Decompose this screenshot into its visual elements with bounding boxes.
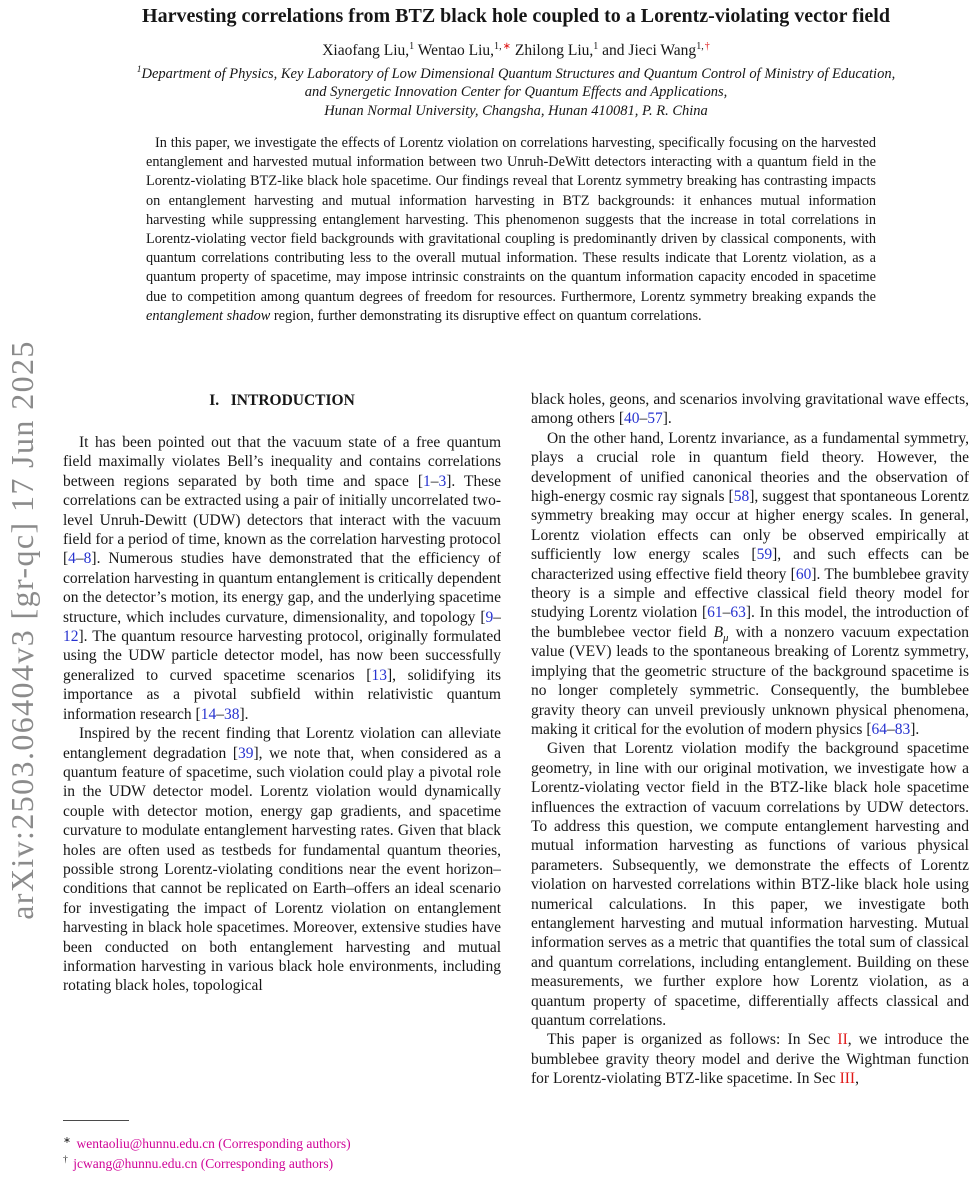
intro-paragraph-2 bbox=[63, 724, 501, 996]
citation-link[interactable]: 61 bbox=[707, 604, 723, 622]
section-heading-introduction: I. INTRODUCTION bbox=[209, 392, 355, 409]
text-run: – bbox=[216, 705, 224, 723]
text-run: ]. bbox=[662, 410, 672, 428]
footnote-block bbox=[63, 1120, 501, 1173]
affiliation-line-3: Hunan Normal University, Changsha, Hunan 410081, P. R. China bbox=[324, 102, 708, 119]
text-run: ], suggest that spontaneous Lorentz symmetry breaking may occur at higher energy scales. In general, Lorentz violation effects can only be observed empirically at sufficiently low energy scales [ bbox=[531, 488, 969, 564]
left-column bbox=[63, 390, 501, 1112]
text-run: ], and such effects can be characterized using effective field theory [ bbox=[531, 546, 969, 583]
citation-link[interactable]: 8 bbox=[83, 550, 92, 568]
footnote-rule bbox=[63, 1120, 129, 1121]
citation-link[interactable]: 60 bbox=[795, 565, 812, 583]
abstract-paragraph bbox=[146, 134, 876, 326]
footnote-marker: ∗ bbox=[63, 1134, 72, 1146]
citation-link[interactable]: 1 bbox=[423, 472, 431, 490]
math-symbol: B bbox=[713, 623, 724, 641]
intro-paragraph-2-continued bbox=[531, 390, 969, 429]
footnote-corresponding-author-1 bbox=[63, 1134, 501, 1154]
text-run: ]. In this model, the introduction of the bumblebee vector field bbox=[531, 604, 969, 641]
right-column bbox=[531, 390, 969, 1200]
text-run: This paper is organized as follows: In Sec bbox=[547, 1031, 838, 1049]
math-subscript: μ bbox=[723, 631, 729, 644]
superscript-mark: 1 bbox=[136, 65, 142, 76]
affiliation-block bbox=[63, 65, 969, 120]
section-ref-link[interactable]: III bbox=[839, 1070, 856, 1088]
citation-link[interactable]: 83 bbox=[894, 720, 911, 738]
citation-link[interactable]: 38 bbox=[223, 705, 240, 723]
text-run: Zhilong Liu, bbox=[511, 42, 594, 59]
affiliation-line-1 bbox=[63, 65, 969, 83]
citation-link[interactable]: 39 bbox=[238, 744, 254, 762]
text-run: ], we note that, when considered as a quantum feature of spacetime, such violation could play a pivotal role in the UDW detector model. Lorentz violation would dynamically couple with detector motion, energy gap gradients, and spacetime curvature to modulate entanglement harvesting rates. Given that black holes are often used as testbeds for fundamental quantum theories, possible strong Lorentz-violating conditions near the event horizon–conditions that cannot be replicated on Earth–offers an ideal scenario for investigating the impact of Lorentz violation on entanglement harvesting in black hole spacetimes. Moreover, extensive studies have been conducted on both entanglement harvesting and mutual information harvesting in various black hole environments, including rotating black holes, topological bbox=[63, 744, 501, 995]
citation-link[interactable]: 3 bbox=[438, 472, 447, 490]
text-run: – bbox=[722, 604, 731, 622]
text-run: Xiaofang Liu, bbox=[322, 42, 410, 59]
text-run: ], solidifying its importance as a pivotal subfield within relativistic quantum information research [ bbox=[63, 666, 501, 723]
text-run: black holes, geons, and scenarios involving gravitational wave effects, among others [ bbox=[531, 391, 969, 428]
superscript-mark: 1, bbox=[696, 40, 704, 52]
text-run: and Jieci Wang bbox=[598, 42, 697, 59]
text-run: Given that Lorentz violation modify the background spacetime geometry, in line with our original motivation, we investigate how a Lorentz-violating vector field in the BTZ-like black hole spacetime influences the extraction of vacuum correlations by UDW detectors. To address this question, we compute entanglement harvesting and mutual information harvesting as functions of various physical parameters. Subsequently, we demonstrate the effects of Lorentz violation on harvested correlations within BTZ-like black hole using numerical calculations. In this paper, we investigate both entanglement harvesting and mutual information harvesting. Mutual information serves as a metric that quantifies the total sum of classical and quantum correlations, including entanglement. Building on these measurements, we further explore how Lorentz violation, as a quantum property of spacetime, differentially affects classical and quantum correlations. bbox=[531, 740, 969, 1029]
text-run: It has been pointed out that the vacuum state of a free quantum field maximally violates Bell’s inequality and contains correlations between regions separated by both time and space [ bbox=[63, 434, 501, 490]
text-run: – bbox=[639, 410, 648, 428]
citation-link[interactable]: 14 bbox=[200, 705, 217, 723]
footnote-corresponding-author-2 bbox=[63, 1154, 501, 1174]
intro-paragraph-4 bbox=[531, 739, 969, 1030]
affiliation-line-2: and Synergetic Innovation Center for Quantum Effects and Applications, bbox=[304, 84, 728, 101]
text-run: ]. The bumblebee gravity theory is a simple and effective classical field theory model for studying Lorentz violation [ bbox=[531, 565, 969, 622]
email-link[interactable]: wentaoliu@hunnu.edu.cn (Corresponding authors) bbox=[73, 1136, 351, 1151]
section-ref-link[interactable]: II bbox=[837, 1031, 848, 1049]
citation-link[interactable]: 40 bbox=[623, 410, 640, 428]
citation-link[interactable]: 63 bbox=[730, 604, 746, 622]
text-run: Wentao Liu, bbox=[414, 42, 495, 59]
intro-paragraph-5 bbox=[531, 1030, 969, 1088]
text-run: – bbox=[887, 720, 895, 738]
text-run: ]. bbox=[239, 705, 249, 723]
text-run: On the other hand, Lorentz invariance, as a fundamental symmetry, plays a crucial role in quantum field theory. However, the development of unified canonical theories and the observation of high-energy cosmic ray signals [ bbox=[531, 429, 969, 506]
text-run: – bbox=[493, 608, 501, 626]
authors-line bbox=[63, 41, 969, 60]
text-run: – bbox=[75, 550, 84, 568]
author-note-marker: ∗ bbox=[502, 40, 512, 52]
text-run: – bbox=[430, 472, 439, 490]
citation-link[interactable]: 4 bbox=[68, 550, 76, 568]
footnote-marker: † bbox=[63, 1154, 68, 1165]
text-run: Department of Physics, Key Laboratory of Low Dimensional Quantum Structures and Quantum Control of Ministry of Education, bbox=[141, 66, 896, 82]
citation-link[interactable]: 64 bbox=[871, 720, 887, 738]
citation-link[interactable]: 59 bbox=[756, 546, 773, 564]
text-run: ]. The quantum resource harvesting protocol, originally formulated using the UDW particle detector model, has now been successfully generalized to curved spacetime scenarios [ bbox=[63, 628, 501, 684]
intro-paragraph-3 bbox=[531, 429, 969, 740]
text-run: , bbox=[855, 1070, 859, 1088]
citation-link[interactable]: 9 bbox=[485, 608, 494, 626]
text-run: with a nonzero vacuum expectation value (VEV) leads to the spontaneous breaking of Lorentz symmetry, implying that the geometric structure of the background spacetime is no longer completely symmetric. Consequently, the bumblebee gravity theory can unveil previously unknown physical phenomena, making it critical for the evolution of modern physics [ bbox=[531, 623, 969, 738]
citation-link[interactable]: 12 bbox=[63, 628, 79, 646]
text-run: Inspired by the recent finding that Lorentz violation can alleviate entanglement degradation [ bbox=[63, 725, 501, 762]
intro-paragraph-1 bbox=[63, 433, 501, 724]
text-run: , we introduce the bumblebee gravity theory model and derive the Wightman function for Lorentz-violating BTZ-like spacetime. In Sec bbox=[531, 1031, 969, 1088]
text-run: ]. Numerous studies have demonstrated that the efficiency of correlation harvesting in quantum entanglement is critically dependent on the detector’s motion, its energy gap, and the underlying spacetime structure, which includes curvature, dimensionality, and topology [ bbox=[63, 550, 501, 626]
citation-link[interactable]: 13 bbox=[371, 666, 387, 684]
superscript-mark: 1 bbox=[409, 40, 415, 52]
email-link[interactable]: jcwang@hunnu.edu.cn (Corresponding authors) bbox=[69, 1155, 334, 1171]
text-run: In this paper, we investigate the effects of Lorentz violation on correlations harvesting, specifically focusing on the harvested entanglement and harvested mutual information between two Unruh-DeWitt detectors interacting with a quantum field in the Lorentz-violating BTZ-like black hole spacetime. Our findings reveal that Lorentz symmetry breaking has contrasting impacts on entanglement harvesting and mutual information harvesting in BTZ backgrounds: it enhances mutual information harvesting while suppressing entanglement harvesting. This phenomenon suggests that the increase in total correlations in Lorentz-violating vector field backgrounds with gravitational coupling is predominantly driven by classical components, with quantum correlations contributing less to the overall mutual information. These results indicate that Lorentz violation, as a quantum property of spacetime, may impose intrinsic constraints on the quantum information capacity encoded in spacetime due to competition among quantum degrees of freedom for resources. Furthermore, Lorentz symmetry breaking expands the bbox=[146, 135, 876, 305]
author-note-marker: † bbox=[704, 40, 710, 52]
italic-phrase: entanglement shadow bbox=[146, 307, 271, 324]
text-run: region, further demonstrating its disruptive effect on quantum correlations. bbox=[270, 307, 702, 324]
superscript-mark: 1 bbox=[593, 40, 599, 52]
superscript-mark: 1, bbox=[494, 40, 502, 52]
citation-link[interactable]: 57 bbox=[647, 410, 663, 428]
arxiv-watermark: arXiv:2503.06404v3 [gr-qc] 17 Jun 2025 bbox=[4, 340, 40, 920]
paper-title: Harvesting correlations from BTZ black hole coupled to a Lorentz-violating vector field bbox=[142, 5, 890, 27]
text-run: ]. These correlations can be extracted using a pair of initially uncorrelated two-level Unruh-Dewitt (UDW) detectors that interact with the vacuum field for a period of time, known as the correlation harvesting protocol [ bbox=[63, 472, 501, 568]
text-run: ]. bbox=[910, 720, 920, 738]
citation-link[interactable]: 58 bbox=[733, 488, 750, 506]
